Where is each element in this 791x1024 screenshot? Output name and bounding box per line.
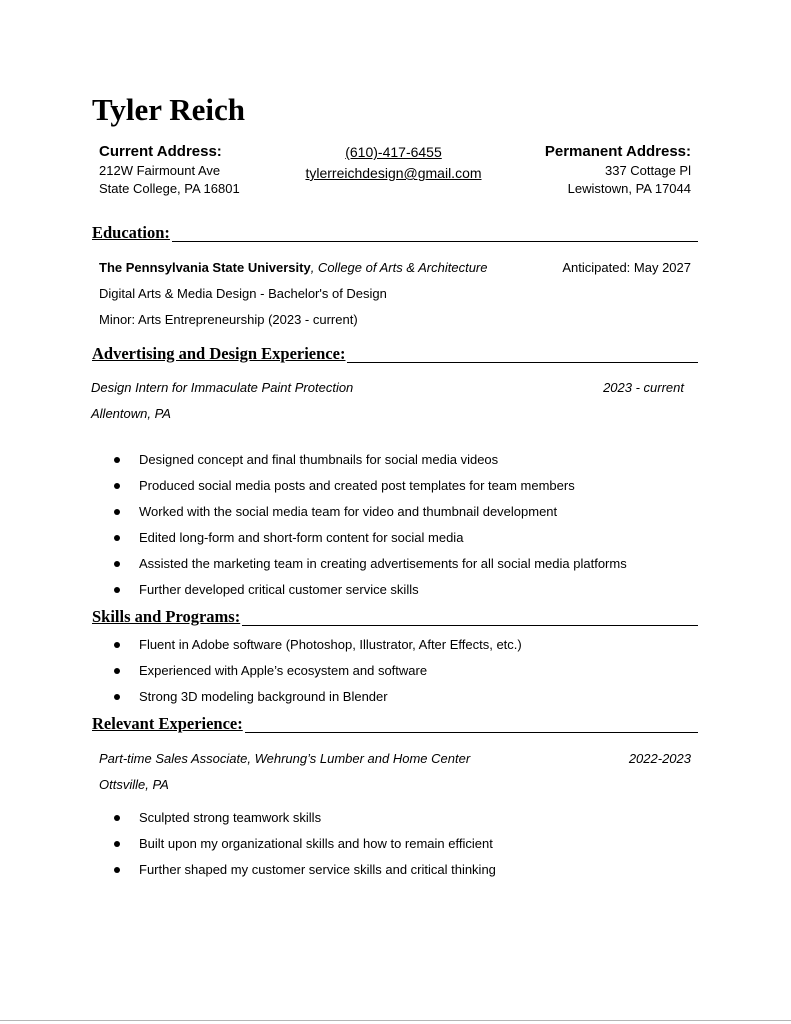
education-college: , College of Arts & Architecture bbox=[310, 260, 488, 275]
education-minor: Minor: Arts Entrepreneurship (2023 - current) bbox=[99, 312, 358, 327]
relevant-experience-location: Ottsville, PA bbox=[99, 777, 169, 792]
permanent-address-label: Permanent Address: bbox=[544, 143, 691, 160]
current-address-label: Current Address: bbox=[99, 143, 222, 160]
page-edge-divider bbox=[0, 1020, 791, 1021]
education-degree: Digital Arts & Media Design - Bachelor's of Design bbox=[99, 286, 387, 301]
email-link[interactable]: tylerreichdesign@gmail.com bbox=[305, 165, 482, 181]
bullet-icon bbox=[114, 815, 120, 821]
phone-link[interactable]: (610)-417-6455 bbox=[345, 144, 442, 160]
resume-name: Tyler Reich bbox=[92, 92, 245, 127]
bullet-icon bbox=[114, 483, 120, 489]
bullet-icon bbox=[114, 867, 120, 873]
current-address-line2: State College, PA 16801 bbox=[99, 181, 240, 196]
education-heading bbox=[92, 221, 698, 242]
education-school-line bbox=[99, 259, 487, 277]
design-experience-heading-text: Advertising and Design Experience: bbox=[92, 344, 346, 363]
education-date: Anticipated: May 2027 bbox=[562, 260, 691, 275]
education-school: The Pennsylvania State University bbox=[99, 260, 311, 275]
bullet-icon bbox=[114, 841, 120, 847]
bullet-icon bbox=[114, 509, 120, 515]
skills-heading-text: Skills and Programs: bbox=[92, 607, 241, 626]
current-address-line1: 212W Fairmount Ave bbox=[99, 163, 221, 178]
bullet-icon bbox=[114, 457, 120, 463]
bullet-icon bbox=[114, 642, 120, 648]
relevant-experience-role: Part-time Sales Associate, Wehrung’s Lumber and Home Center bbox=[99, 751, 471, 766]
bullet-icon bbox=[114, 561, 120, 567]
design-experience-heading bbox=[92, 342, 698, 363]
permanent-address-line1: 337 Cottage Pl bbox=[604, 163, 691, 178]
bullet-icon bbox=[114, 668, 120, 674]
permanent-address-line2: Lewistown, PA 17044 bbox=[567, 181, 691, 196]
skills-heading bbox=[92, 605, 698, 626]
bullet-icon bbox=[114, 587, 120, 593]
education-heading-text: Education: bbox=[92, 223, 170, 242]
bullet-icon bbox=[114, 694, 120, 700]
design-experience-role: Design Intern for Immaculate Paint Protection bbox=[91, 380, 354, 395]
relevant-experience-dates: 2022-2023 bbox=[628, 751, 691, 766]
design-experience-dates: 2023 - current bbox=[603, 380, 684, 395]
relevant-experience-heading-text: Relevant Experience: bbox=[92, 714, 243, 733]
bullet-icon bbox=[114, 535, 120, 541]
relevant-experience-heading bbox=[92, 712, 698, 733]
design-experience-location: Allentown, PA bbox=[91, 406, 171, 421]
